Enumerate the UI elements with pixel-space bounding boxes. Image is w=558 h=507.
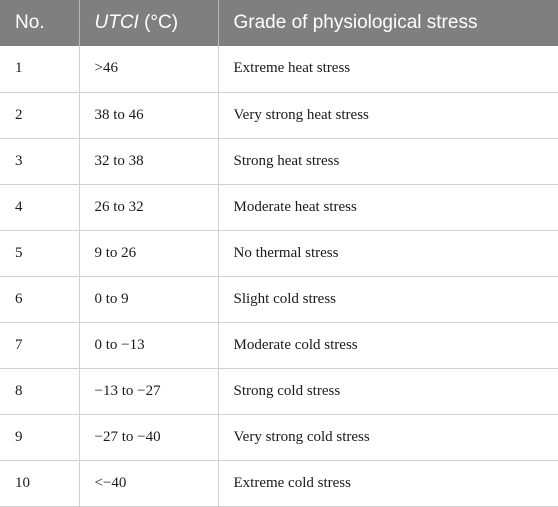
header-utci-symbol: UTCI	[94, 12, 139, 33]
table-row	[0, 368, 558, 414]
cell-grade: Moderate cold stress	[218, 322, 558, 368]
cell-utci: 26 to 32	[79, 184, 218, 230]
cell-grade: Extreme cold stress	[218, 460, 558, 506]
cell-no: 9	[0, 414, 79, 460]
cell-grade: Strong heat stress	[218, 138, 558, 184]
cell-utci: 32 to 38	[79, 138, 218, 184]
cell-grade: Moderate heat stress	[218, 184, 558, 230]
cell-grade: Slight cold stress	[218, 276, 558, 322]
cell-grade: No thermal stress	[218, 230, 558, 276]
header-utci	[79, 0, 218, 46]
cell-no: 1	[0, 46, 79, 92]
cell-utci: 0 to 9	[79, 276, 218, 322]
table-row	[0, 276, 558, 322]
header-utci-unit: (°C)	[138, 12, 179, 33]
cell-utci: 0 to −13	[79, 322, 218, 368]
cell-no: 7	[0, 322, 79, 368]
cell-no: 5	[0, 230, 79, 276]
table-body	[0, 46, 558, 506]
header-grade: Grade of physiological stress	[233, 12, 478, 33]
cell-grade: Very strong cold stress	[218, 414, 558, 460]
cell-utci: −27 to −40	[79, 414, 218, 460]
cell-utci: >46	[79, 46, 218, 92]
header-no: No.	[0, 0, 79, 46]
cell-grade: Strong cold stress	[218, 368, 558, 414]
table-row	[0, 184, 558, 230]
table-row	[0, 230, 558, 276]
cell-no: 8	[0, 368, 79, 414]
cell-no: 2	[0, 92, 79, 138]
cell-no: 6	[0, 276, 79, 322]
cell-no: 10	[0, 460, 79, 506]
cell-utci: <−40	[79, 460, 218, 506]
table-row	[0, 46, 558, 92]
cell-utci: 38 to 46	[79, 92, 218, 138]
cell-grade: Very strong heat stress	[218, 92, 558, 138]
cell-grade: Extreme heat stress	[218, 46, 558, 92]
header-row	[0, 0, 558, 46]
table-row	[0, 322, 558, 368]
cell-no: 3	[0, 138, 79, 184]
table-header	[0, 0, 558, 46]
table-row	[0, 92, 558, 138]
cell-no: 4	[0, 184, 79, 230]
table-row	[0, 414, 558, 460]
table-row	[0, 138, 558, 184]
cell-utci: 9 to 26	[79, 230, 218, 276]
cell-utci: −13 to −27	[79, 368, 218, 414]
table-row	[0, 460, 558, 506]
